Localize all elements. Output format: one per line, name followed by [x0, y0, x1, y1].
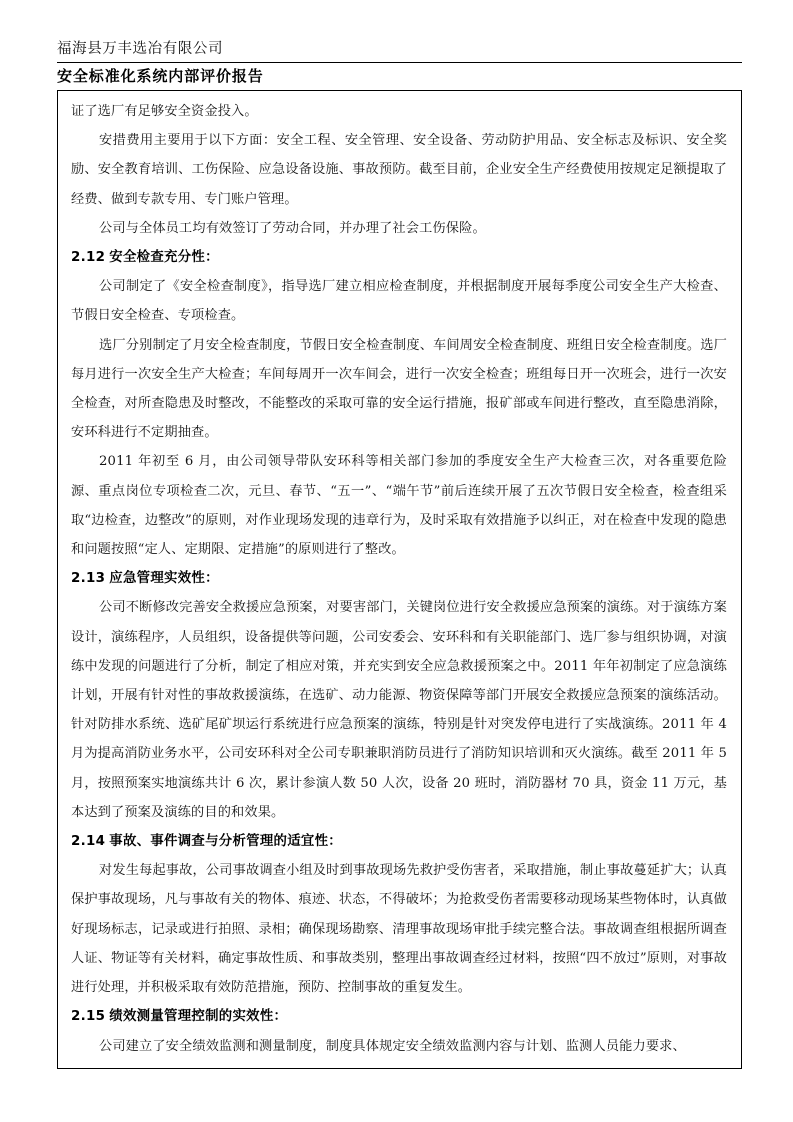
- document-body: [58, 91, 741, 1067]
- body-paragraph: 选厂分别制定了月安全检查制度，节假日安全检查制度、车间周安全检查制度、班组日安全检查制度。选厂每月进行一次安全生产大检查；车间每周开一次车间会，进行一次安全检查；班组每日开一次班会，进行一次安全检查，对所查隐患及时整改，不能整改的采取可靠的安全运行措施，报矿部或车间进行整改，直至隐患消除，安环科进行不定期抽查。: [71, 337, 727, 441]
- page-header: [57, 38, 742, 91]
- company-name: 福海县万丰选冶有限公司: [57, 41, 224, 57]
- section-heading-text: 安全检查充分性：: [109, 250, 219, 266]
- section-heading-text: 应急管理实效性：: [109, 571, 219, 587]
- body-paragraph: 公司不断修改完善安全救援应急预案，对要害部门，关键岗位进行安全救援应急预案的演练。对于演练方案设计，演练程序，人员组织，设备提供等问题，公司安委会、安环科和有关职能部门、选厂参与组织协调，对演练中发现的问题进行了分析，制定了相应对策，并充实到安全应急救援预案之中。2011 年年初制定了应急演练计划，开展有针对性的事故救援演练，在选矿、动力能源、物资保障等部门开展安全救援应急预案的演练活动。针对防排水系统、选矿尾矿坝运行系统进行应急预案的演练，特别是针对突发停电进行了实战演练。2011 年 4 月为提高消防业务水平，公司安环科对全公司专职兼职消防员进行了消防知识培训和灭火演练。截至 2011 年 5 月，按照预案实地演练共计 6 次，累计参演人数 50 人次，设备 20 班时，消防器材 70 具，资金 11 万元，基本达到了预案及演练的目的和效果。: [71, 600, 727, 820]
- section-heading-text: 绩效测量管理控制的实效性：: [109, 1009, 288, 1025]
- section-number: 2.13: [71, 571, 106, 587]
- body-paragraph: 对发生每起事故，公司事故调查小组及时到事故现场先救护受伤害者，采取措施，制止事故蔓延扩大；认真保护事故现场，凡与事故有关的物体、痕迹、状态，不得破坏；为抢救受伤者需要移动现场某些物体时，认真做好现场标志，记录或进行拍照、录相；确保现场勘察、清理事故现场审批手续完整合法。事故调查组根据所调查人证、物证等有关材料，确定事故性质、和事故类别，整理出事故调查经过材料，按照“四不放过”原则，对事故进行处理，并积极采取有效防范措施，预防、控制事故的重复发生。: [71, 863, 727, 996]
- section-number: 2.12: [71, 250, 106, 266]
- body-paragraph: 公司与全体员工均有效签订了劳动合同，并办理了社会工伤保险。: [99, 220, 486, 236]
- body-paragraph: 证了选厂有足够安全资金投入。: [71, 104, 258, 119]
- body-paragraph: 安措费用主要用于以下方面：安全工程、安全管理、安全设备、劳动防护用品、安全标志及标识、安全奖励、安全教育培训、工伤保险、应急设备设施、事故预防。截至目前，企业安全生产经费使用按规定足额提取了经费、做到专款专用、专门账户管理。: [71, 133, 727, 207]
- section-heading: [71, 1002, 727, 1031]
- section-heading-text: 事故、事件调查与分析管理的适宜性：: [109, 834, 342, 850]
- section-heading: [71, 827, 727, 856]
- body-paragraph: 公司建立了安全绩效监测和测量制度，制度具体规定安全绩效监测内容与计划、监测人员能力要求、: [99, 1038, 686, 1054]
- report-title: 安全标准化系统内部评价报告: [57, 67, 264, 85]
- document-body-frame: [57, 90, 742, 1069]
- body-paragraph: 公司制定了《安全检查制度》，指导选厂建立相应检查制度，并根据制度开展每季度公司安全生产大检查、节假日安全检查、专项检查。: [71, 279, 727, 324]
- section-heading: [71, 564, 727, 593]
- section-number: 2.15: [71, 1009, 106, 1025]
- section-heading: [71, 243, 727, 272]
- section-number: 2.14: [71, 834, 106, 850]
- body-paragraph: 2011 年初至 6 月，由公司领导带队安环科等相关部门参加的季度安全生产大检查三次，对各重要危险源、重点岗位专项检查二次，元旦、春节、“五一”、“端午节”前后连续开展了五次节假日安全检查，检查组采取“边检查，边整改”的原则，对作业现场发现的违章行为，及时采取有效措施予以纠正，对在检查中发现的隐患和问题按照“定人、定期限、定措施”的原则进行了整改。: [71, 454, 727, 558]
